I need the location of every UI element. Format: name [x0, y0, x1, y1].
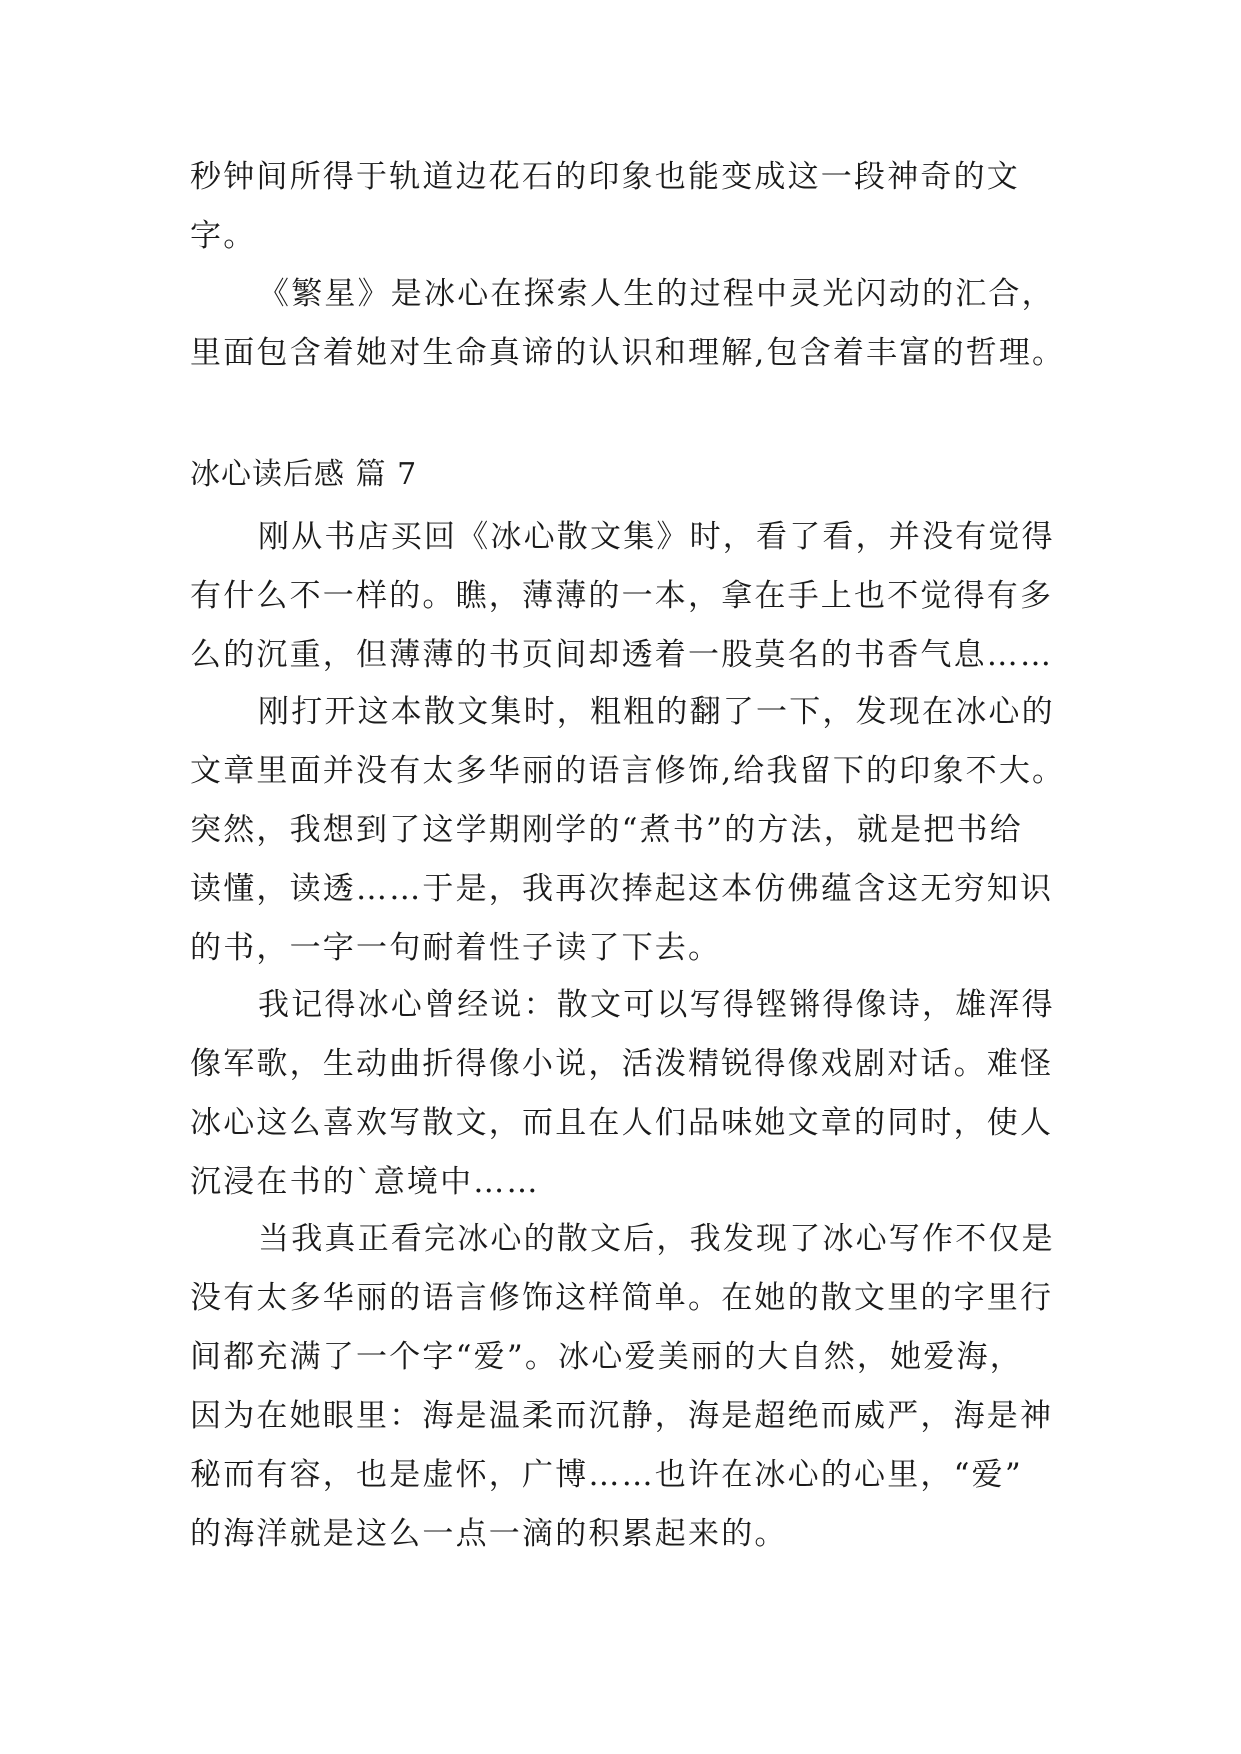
fanxing-paragraph	[190, 265, 1066, 383]
text-line: 有什么不一样的。瞧，薄薄的一本，拿在手上也不觉得有多	[190, 578, 1054, 614]
paragraph-1	[190, 508, 1060, 685]
text-line: 当我真正看完冰心的散文后，我发现了冰心写作不仅是	[258, 1221, 1055, 1257]
continuation-paragraph	[190, 148, 1060, 266]
text-line: 像军歌，生动曲折得像小说，活泼精锐得像戏剧对话。难怪	[190, 1046, 1054, 1082]
text-line: 的海洋就是这么一点一滴的积累起来的。	[190, 1516, 788, 1552]
text-line: 秒钟间所得于轨道边花石的印象也能变成这一段神奇的文	[190, 159, 1020, 195]
section-heading: 冰心读后感 篇 7	[190, 457, 418, 492]
paragraph-2	[190, 683, 1066, 978]
text-line: 读懂，读透……于是，我再次捧起这本仿佛蕴含这无穷知识	[190, 871, 1054, 907]
text-line: 沉浸在书的`意境中……	[190, 1164, 540, 1200]
text-line: 因为在她眼里：海是温柔而沉静，海是超绝而威严，海是神	[190, 1398, 1054, 1434]
paragraph-3	[190, 976, 1060, 1212]
text-line: 里面包含着她对生命真谛的认识和理解,包含着丰富的哲理。	[190, 335, 1066, 371]
text-line: 没有太多华丽的语言修饰这样简单。在她的散文里的字里行	[190, 1280, 1054, 1316]
text-line: 刚打开这本散文集时，粗粗的翻了一下，发现在冰心的	[258, 694, 1055, 730]
text-line: 冰心这么喜欢写散文，而且在人们品味她文章的同时，使人	[190, 1105, 1054, 1141]
text-line: 我记得冰心曾经说：散文可以写得铿锵得像诗，雄浑得	[258, 987, 1055, 1023]
text-line: 文章里面并没有太多华丽的语言修饰,给我留下的印象不大。	[190, 753, 1066, 789]
text-line: 间都充满了一个字“爱”。冰心爱美丽的大自然，她爱海，	[190, 1339, 1023, 1375]
text-line: 的书，一字一句耐着性子读了下去。	[190, 930, 722, 966]
text-line: 《繁星》是冰心在探索人生的过程中灵光闪动的汇合，	[258, 276, 1055, 312]
text-line: 么的沉重，但薄薄的书页间却透着一股莫名的书香气息……	[190, 637, 1054, 673]
text-line: 秘而有容，也是虚怀，广博……也许在冰心的心里，“爱”	[190, 1457, 1023, 1493]
text-line: 刚从书店买回《冰心散文集》时，看了看，并没有觉得	[258, 519, 1055, 555]
text-line: 字。	[190, 218, 257, 254]
text-line: 突然，我想到了这学期刚学的“煮书”的方法，就是把书给	[190, 812, 1023, 848]
paragraph-4	[190, 1210, 1060, 1564]
